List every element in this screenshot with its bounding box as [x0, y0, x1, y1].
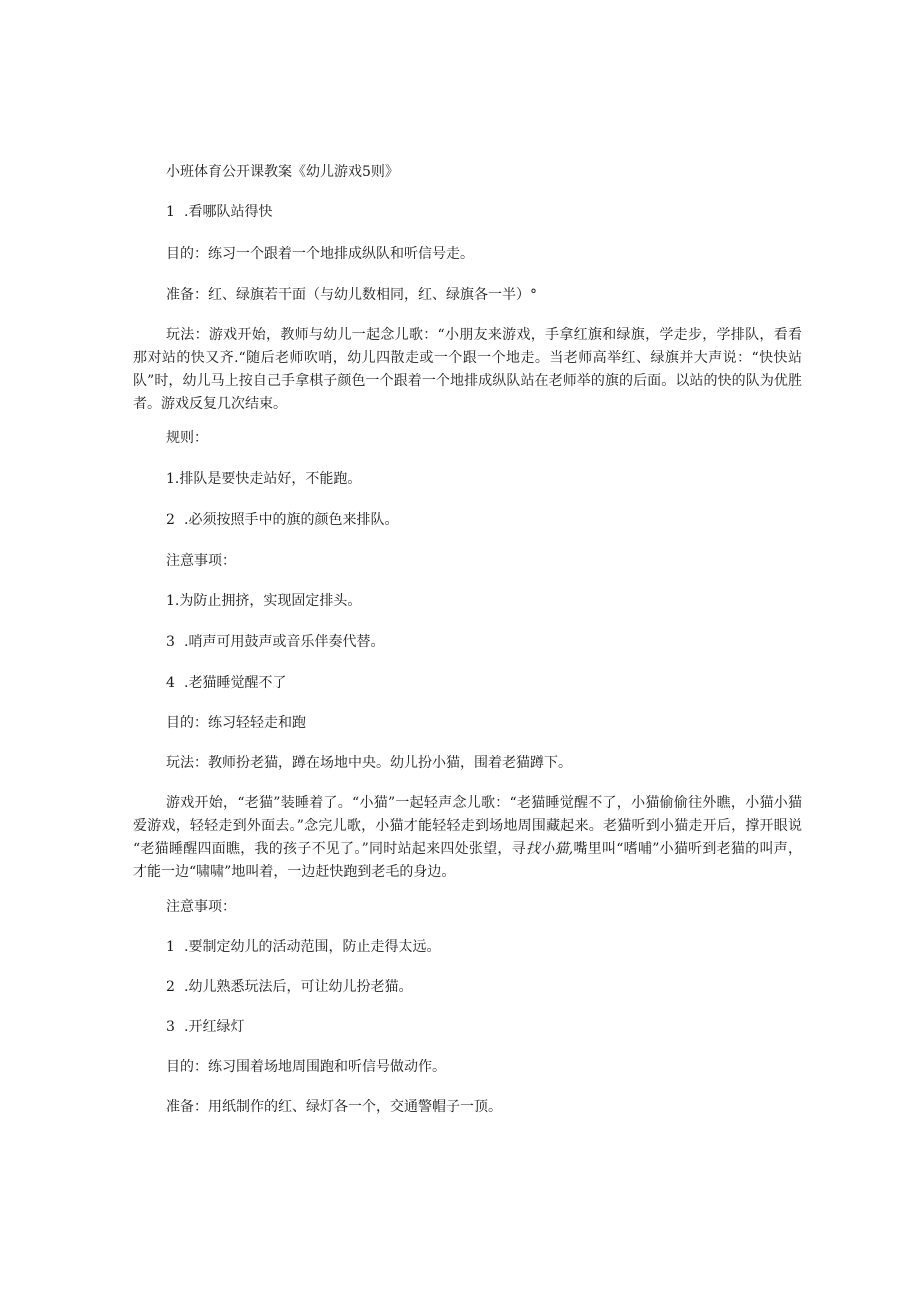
game1-note-1: 1.为防止拥挤，实现固定排头。 — [166, 593, 362, 609]
game1-rule-2 — [166, 510, 398, 530]
game1-heading-text: .看哪队站得快 — [184, 204, 273, 220]
game2-note-1-number: 1 — [166, 939, 175, 955]
game1-purpose: 目的：练习一个跟着一个地排成纵队和听信号走。 — [166, 246, 474, 262]
game1-play-paragraph: 玩法：游戏开始，教师与幼儿一起念儿歌：“小朋友来游戏，手拿红旗和绿旗，学走步，学排队，看看那对站的快又齐.“随后老师吹哨，幼儿四散走或一个跟一个地走。当老师高举红、绿旗并大声说：“快快站队”时，幼儿马上按自己手拿棋子颜色一个跟着一个地排成纵队站在老师举的旗的后面。以站的快的队为优胜者。游戏反复几次结束。 — [133, 327, 802, 412]
game1-rule-1: 1.排队是要快走站好，不能跑。 — [166, 471, 362, 487]
game3-preparation: 准备：用纸制作的红、绿灯各一个，交通警帽子一顶。 — [166, 1099, 502, 1115]
game3-heading-number: 3 — [166, 1019, 175, 1035]
game3-heading-text: .开红绿灯 — [184, 1019, 245, 1035]
game1-rules-label: 规则： — [166, 430, 208, 446]
game2-note-2-number: 2 — [166, 979, 175, 995]
game2-heading-number: 4 — [166, 675, 175, 691]
game1-note-3-text: .哨声可用鼓声或音乐伴奏代替。 — [184, 634, 385, 650]
game2-description-italic: 找小猫, — [525, 841, 574, 857]
game2-heading-text: .老猫睡觉醒不了 — [184, 675, 287, 691]
game2-description-part-2: 嘴里叫“嗜哺”小猫听到老猫的叫声，才能一边“啸啸”地叫着，一边赶快跑到老毛的身边。 — [133, 841, 802, 880]
game2-notes-label: 注意事项： — [166, 899, 236, 915]
game2-note-2-text: .幼儿熟悉玩法后，可让幼儿扮老猫。 — [184, 979, 413, 995]
game2-note-2 — [166, 977, 412, 997]
game1-heading — [166, 202, 272, 222]
game2-play: 玩法：教师扮老猫，蹲在场地中央。幼儿扮小猫，围着老猫蹲下。 — [166, 755, 572, 771]
game2-heading — [166, 673, 286, 693]
game2-purpose: 目的：练习轻轻走和跑 — [166, 715, 306, 731]
game2-description-paragraph — [133, 792, 802, 884]
document-title: 小班体育公开课教案《幼儿游戏5则》 — [166, 164, 399, 180]
game1-note-3 — [166, 632, 384, 652]
game2-note-1-text: .要制定幼儿的活动范围，防止走得太远。 — [184, 939, 441, 955]
game1-notes-label: 注意事项： — [166, 553, 236, 569]
game3-heading — [166, 1017, 244, 1037]
game1-note-3-number: 3 — [166, 634, 175, 650]
game1-rule-2-number: 2 — [166, 512, 175, 528]
game1-rule-2-text: .必须按照手中的旗的颜色来排队。 — [184, 512, 399, 528]
game1-heading-number: 1 — [166, 204, 175, 220]
game1-preparation: 准备：红、绿旗若干面（与幼儿数相同，红、绿旗各一半）° — [166, 287, 537, 303]
game2-note-1 — [166, 937, 440, 957]
game2-description-part-1: 游戏开始，“老猫”装睡着了。“小猫”一起轻声念儿歌：“老猫睡觉醒不了，小猫偷偷往外瞧，小猫小猫爱游戏，轻轻走到外面去。”念完儿歌，小猫才能轻轻走到场地周围藏起来。老猫听到小猫走开后，撑开眼说 “老猫睡醒四面瞧，我的孩子不见了。”同时站起来四处张望，寻 — [133, 795, 802, 857]
game3-purpose: 目的：练习围着场地周围跑和听信号做动作。 — [166, 1059, 446, 1075]
